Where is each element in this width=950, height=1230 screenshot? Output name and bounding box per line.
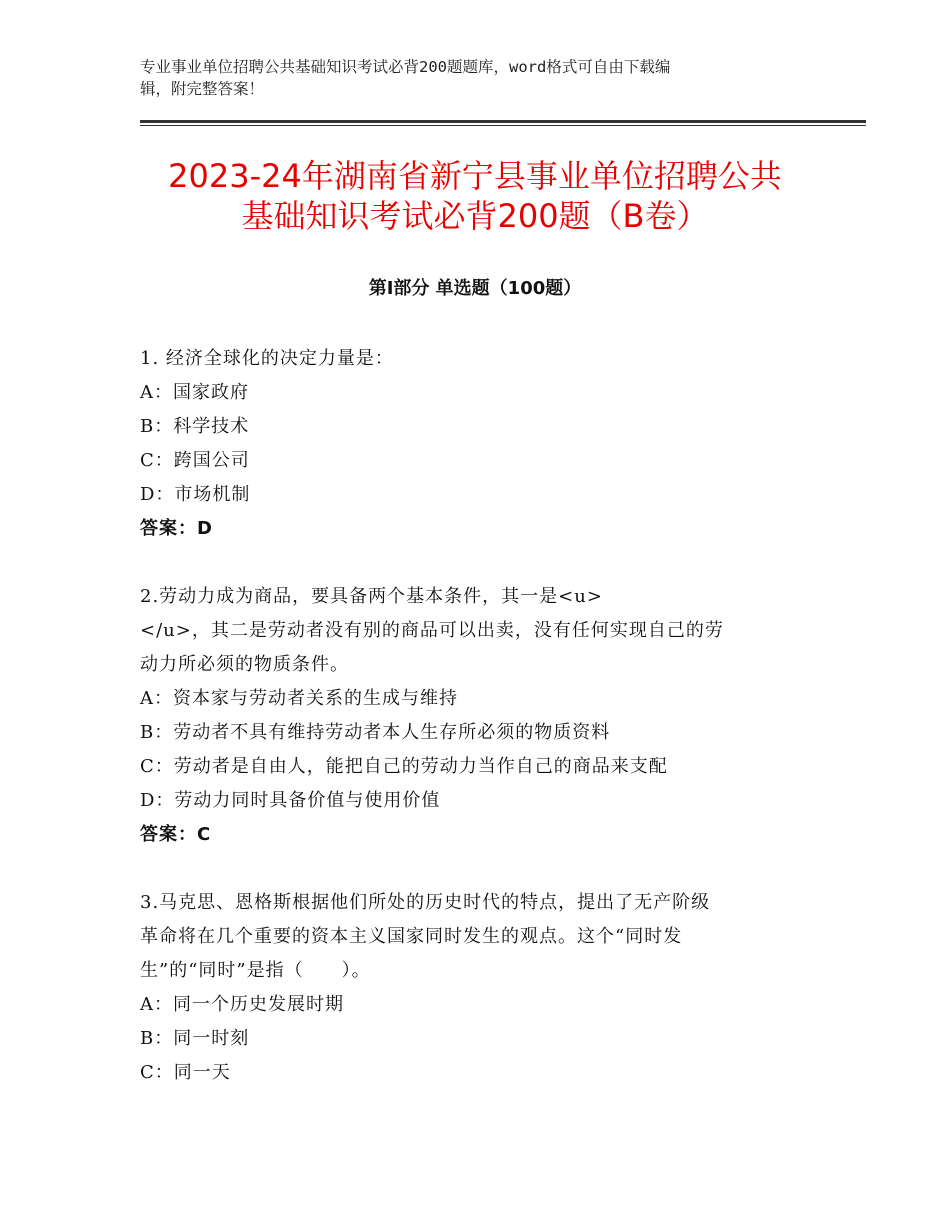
question-3 xyxy=(140,886,810,1090)
header-note-line-2: 辑，附完整答案！ xyxy=(140,80,265,98)
document-title-line-1: 2023-24年湖南省新宁县事业单位招聘公共 xyxy=(168,157,782,195)
question-stem: 动力所必须的物质条件。 xyxy=(140,654,349,675)
question-stem: 1. 经济全球化的决定力量是： xyxy=(140,348,394,369)
option-a: A：同一个历史发展时期 xyxy=(140,994,344,1015)
question-list xyxy=(140,342,810,1124)
answer: 答案：C xyxy=(140,824,212,845)
option-c: C：劳动者是自由人，能把自己的劳动力当作自己的商品来支配 xyxy=(140,756,668,777)
question-stem: 3.马克思、恩格斯根据他们所处的历史时代的特点，提出了无产阶级 xyxy=(140,892,711,913)
question-1 xyxy=(140,342,810,546)
question-stem: 生”的“同时”是指（ ）。 xyxy=(140,960,371,981)
option-a: A：国家政府 xyxy=(140,382,249,403)
option-a: A：资本家与劳动者关系的生成与维持 xyxy=(140,688,458,709)
header-note-line-1: 专业事业单位招聘公共基础知识考试必背200题题库，word格式可自由下载编 xyxy=(140,58,671,76)
question-stem: 2.劳动力成为商品，要具备两个基本条件，其一是<u> xyxy=(140,586,603,607)
section-heading: 第Ⅰ部分 单选题（100题） xyxy=(368,278,582,299)
option-d: D：劳动力同时具备价值与使用价值 xyxy=(140,790,441,811)
option-c: C：跨国公司 xyxy=(140,450,250,471)
document-title xyxy=(100,156,850,236)
option-b: B：同一时刻 xyxy=(140,1028,250,1049)
question-stem: </u>，其二是劳动者没有别的商品可以出卖，没有任何实现自己的劳 xyxy=(140,620,724,641)
option-d: D：市场机制 xyxy=(140,484,251,505)
question-2 xyxy=(140,580,810,852)
header-divider-thick xyxy=(140,120,866,123)
option-b: B：劳动者不具有维持劳动者本人生存所必须的物质资料 xyxy=(140,722,611,743)
answer: 答案：D xyxy=(140,518,213,539)
option-b: B：科学技术 xyxy=(140,416,250,437)
option-c: C：同一天 xyxy=(140,1062,231,1083)
header-divider-thin xyxy=(140,125,866,126)
question-stem: 革命将在几个重要的资本主义国家同时发生的观点。这个“同时发 xyxy=(140,926,683,947)
header-note xyxy=(140,56,780,100)
document-title-line-2: 基础知识考试必背200题（B卷） xyxy=(241,197,709,235)
